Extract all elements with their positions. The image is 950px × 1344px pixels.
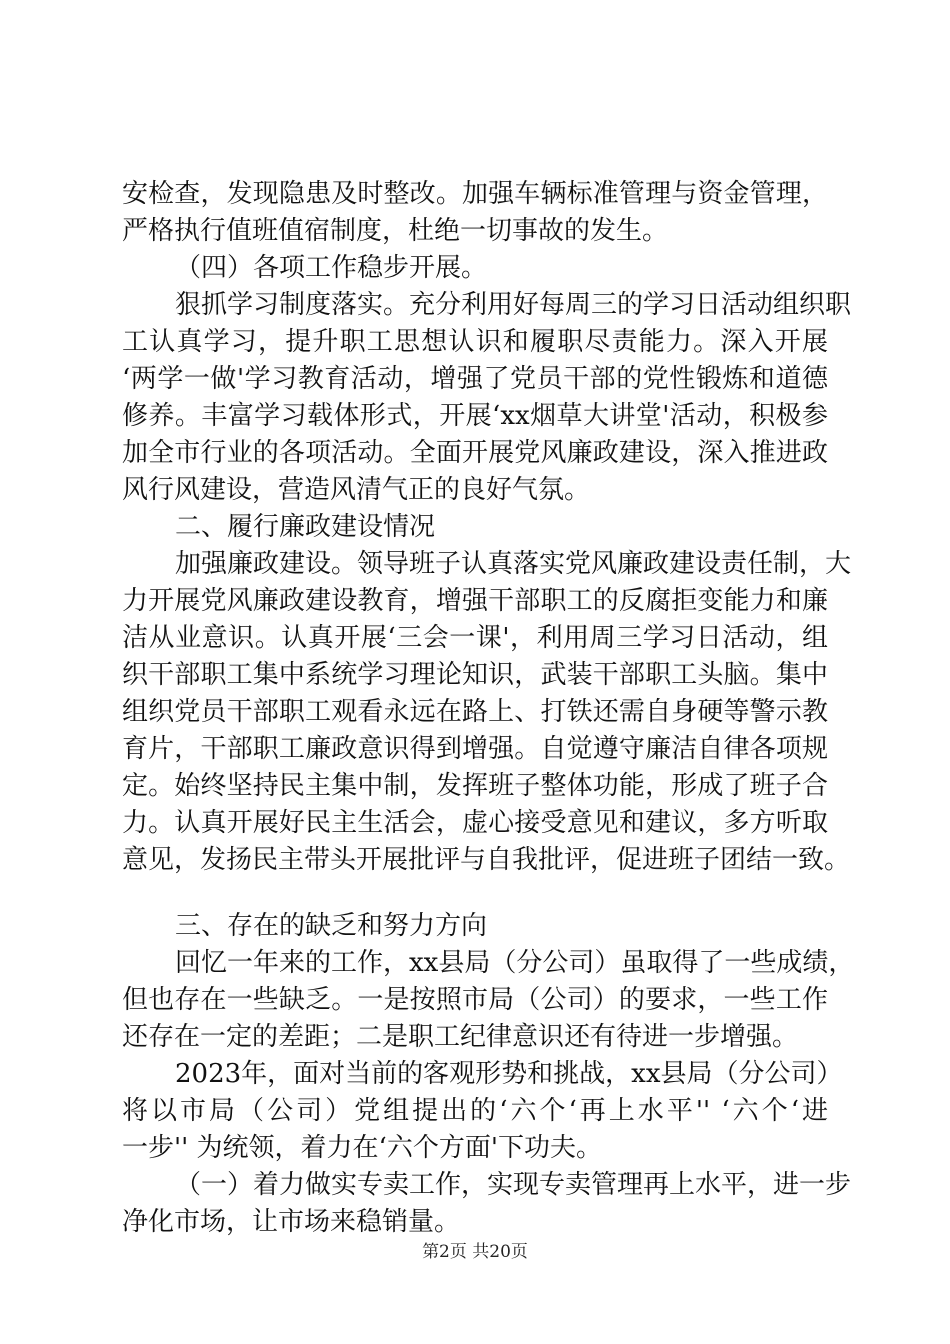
text-line: 净化市场，让市场来稳销量。 [122,1207,461,1237]
text-line: 修养。丰富学习载体形式，开展‘xx烟草大讲堂'活动，积极参 [122,401,828,431]
text-line: 2023年，面对当前的客观形势和挑战，xx县局（分公司） [175,1059,843,1089]
page-number: 第2页 共20页 [422,1242,528,1262]
section-heading: 二、履行廉政建设情况 [175,512,436,542]
text-line: 将以市局（公司）党组提出的‘六个‘再上水平'' ‘六个‘进 [122,1096,828,1126]
text-line: 安检查，发现隐患及时整改。加强车辆标准管理与资金管理， [122,179,828,209]
text-line: 工认真学习，提升职工思想认识和履职尽责能力。深入开展 [122,327,828,357]
text-line: 严格执行值班值宿制度，杜绝一切事故的发生。 [122,216,669,246]
text-line: 意见，发扬民主带头开展批评与自我批评，促进班子团结一致。 [122,845,851,875]
text-line: （一）着力做实专卖工作，实现专卖管理再上水平，进一步 [175,1170,852,1200]
text-line: 组织党员干部职工观看永远在路上、打铁还需自身硬等警示教 [122,697,828,727]
text-line: 加强廉政建设。领导班子认真落实党风廉政建设责任制，大 [175,549,852,579]
text-line: 定。始终坚持民主集中制，发挥班子整体功能，形成了班子合 [122,771,828,801]
text-line: 洁从业意识。认真开展‘三会一课'，利用周三学习日活动，组 [122,623,828,653]
text-line: 但也存在一些缺乏。一是按照市局（公司）的要求，一些工作 [122,985,828,1015]
section-heading: （四）各项工作稳步开展。 [175,253,488,283]
text-line: 育片，干部职工廉政意识得到增强。自觉遵守廉洁自律各项规 [122,734,828,764]
text-line: 织干部职工集中系统学习理论知识，武装干部职工头脑。集中 [122,660,828,690]
text-line: 加全市行业的各项活动。全面开展党风廉政建设，深入推进政 [122,438,828,468]
text-line: 风行风建设，营造风清气正的良好气氛。 [122,475,591,505]
text-line: 力开展党风廉政建设教育，增强干部职工的反腐拒变能力和廉 [122,586,828,616]
text-line: ‘两学一做'学习教育活动，增强了党员干部的党性锻炼和道德 [122,364,828,394]
text-line: 狠抓学习制度落实。充分利用好每周三的学习日活动组织职 [175,290,852,320]
section-heading: 三、存在的缺乏和努力方向 [175,911,488,941]
text-line: 力。认真开展好民主生活会，虚心接受意见和建议，多方听取 [122,808,828,838]
text-line: 一步'' 为统领，着力在‘六个方面'下功夫。 [122,1133,602,1163]
text-line: 还存在一定的差距；二是职工纪律意识还有待进一步增强。 [122,1022,799,1052]
text-line: 回忆一年来的工作，xx县局（分公司）虽取得了一些成绩， [175,948,855,978]
